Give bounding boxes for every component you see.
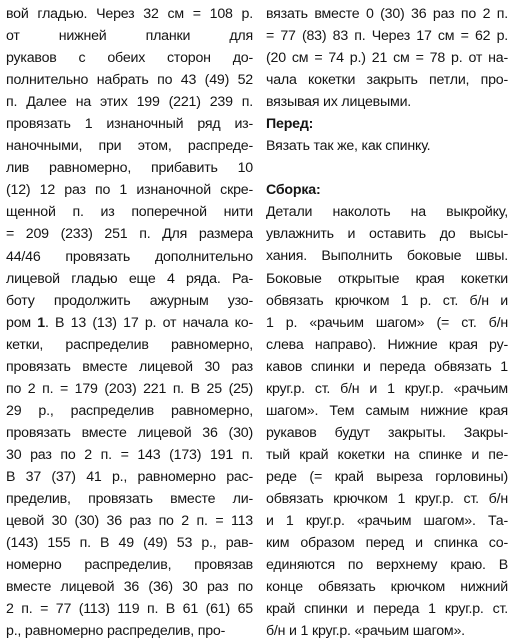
text-line: п. Далее на этих 199 (221) 239 п. — [6, 94, 253, 111]
back-instructions-continued — [266, 3, 508, 113]
text-line: по 2 п. = 179 (203) 221 п. В 25 (25) — [6, 380, 253, 397]
text-line: провязать вместе лицевой 36 (30) — [6, 424, 253, 441]
text-line: вязать вместе 0 (30) 36 раз по 2 п. — [266, 6, 508, 22]
text-line: 44/46 провязать дополнительно — [6, 248, 253, 265]
text-line: край спинки и переда 1 круг.р. ст. — [266, 601, 508, 618]
text-line: наночными, при этом, распреде- — [6, 138, 253, 155]
text-line: рукавов будут закрыты. Закры- — [266, 424, 508, 441]
text-line: щенной п. из поперечной нити — [6, 204, 253, 221]
text-line: 30 раз по 2 п. = 143 (173) 191 п. — [6, 446, 253, 463]
text-line: боту продолжить ажурным узо- — [6, 292, 253, 309]
section-gap — [266, 157, 508, 179]
text-line: конце обвязать крючком нижний — [266, 579, 508, 596]
text-line: провязать 1 изнаночный ряд из- — [6, 116, 253, 133]
text-line: вязывая их лицевыми. — [266, 94, 412, 111]
front-heading: Перед: — [266, 116, 314, 133]
text-line: лив равномерно, прибавить 10 — [6, 160, 253, 177]
text-line: провязать вместе лицевой 30 раз — [6, 358, 253, 375]
text-line: номерно распределив, провязав — [6, 557, 253, 574]
text-line: В 37 (37) 41 р., равномерно рас- — [6, 468, 253, 485]
text-line: = 77 (83) 83 п. Через 17 см = 62 р. — [266, 28, 508, 45]
text-line: б/н и 1 круг.р. «рачьим шагом». — [266, 623, 465, 640]
text-line: от нижней планки для — [6, 28, 253, 45]
text-line: цевой 30 (30) 36 раз по 2 п. = 113 — [6, 513, 253, 530]
text-line: ром 1. В 13 (13) 17 р. от начала ко- — [6, 314, 253, 331]
front-text: Вязать так же, как спинку. — [266, 138, 431, 155]
text-line: 1 р. «рачьим шагом» (= ст. б/н — [266, 314, 508, 331]
assembly-heading: Сборка: — [266, 182, 321, 199]
right-text-column — [266, 3, 508, 642]
text-line: и 1 круг.р. «рачьим шагом». Та- — [266, 513, 508, 530]
text-line: шагом». Тем самым нижние края — [266, 402, 508, 419]
text-line: обвязать крючком 1 р. ст. б/н и — [266, 292, 508, 309]
text-line: Боковые открытые края кокетки — [266, 270, 508, 287]
text-line: круг.р. ст. б/н и 1 круг.р. «рачьим — [266, 380, 508, 397]
text-line: вместе лицевой 36 (36) 30 раз по — [6, 579, 253, 596]
text-line: реде (= край выреза горловины) — [266, 468, 508, 485]
text-line: обвязать крючком 1 круг.р. ст. б/н — [266, 490, 508, 507]
text-line: кетки, распределив равномерно, — [6, 336, 253, 353]
text-line: (20 см = 74 р.) 21 см = 78 р. от на- — [266, 50, 508, 67]
text-line: ким образом перед и спинка со- — [266, 535, 508, 552]
text-line: 29 р., распределив равномерно, — [6, 402, 253, 419]
text-line: слева направо). Нижние края ру- — [266, 336, 508, 353]
text-line: пределив, провязать вместе ли- — [6, 491, 253, 508]
text-line: хания. Выполнить боковые швы. — [266, 248, 508, 265]
text-line: (12) 12 раз по 1 изнаночной скре- — [6, 182, 253, 199]
text-line: р., равномерно распределив, про- — [6, 623, 226, 640]
text-line: лицевой гладью еще 4 ряда. Ра- — [6, 270, 253, 287]
text-line: увлажнить и оставить до высы- — [266, 226, 508, 243]
assembly-text — [266, 201, 508, 642]
text-line: чала кокетки закрыть петли, про- — [266, 72, 508, 89]
text-line: (143) 155 п. В 49 (49) 53 р., рав- — [6, 535, 253, 552]
text-line: кавов спинки и переда обвязать 1 — [266, 358, 508, 375]
text-line: полнительно набрать по 43 (49) 52 — [6, 72, 253, 89]
text-line: = 209 (233) 251 п. Для размера — [6, 226, 253, 243]
text-line: рукавов с обеих сторон до- — [6, 50, 253, 67]
left-text-column — [6, 3, 253, 642]
pattern-number: 1 — [37, 314, 45, 331]
text-line: вой гладью. Через 32 см = 108 р. — [6, 6, 253, 22]
text-line: единяются по верхнему краю. В — [266, 557, 508, 574]
text-line: 2 п. = 77 (113) 119 п. В 61 (61) 65 — [6, 601, 253, 618]
text-line: тый край кокетки на спинке и пе- — [266, 446, 508, 463]
text-line: Детали наколоть на выкройку, — [266, 204, 508, 221]
